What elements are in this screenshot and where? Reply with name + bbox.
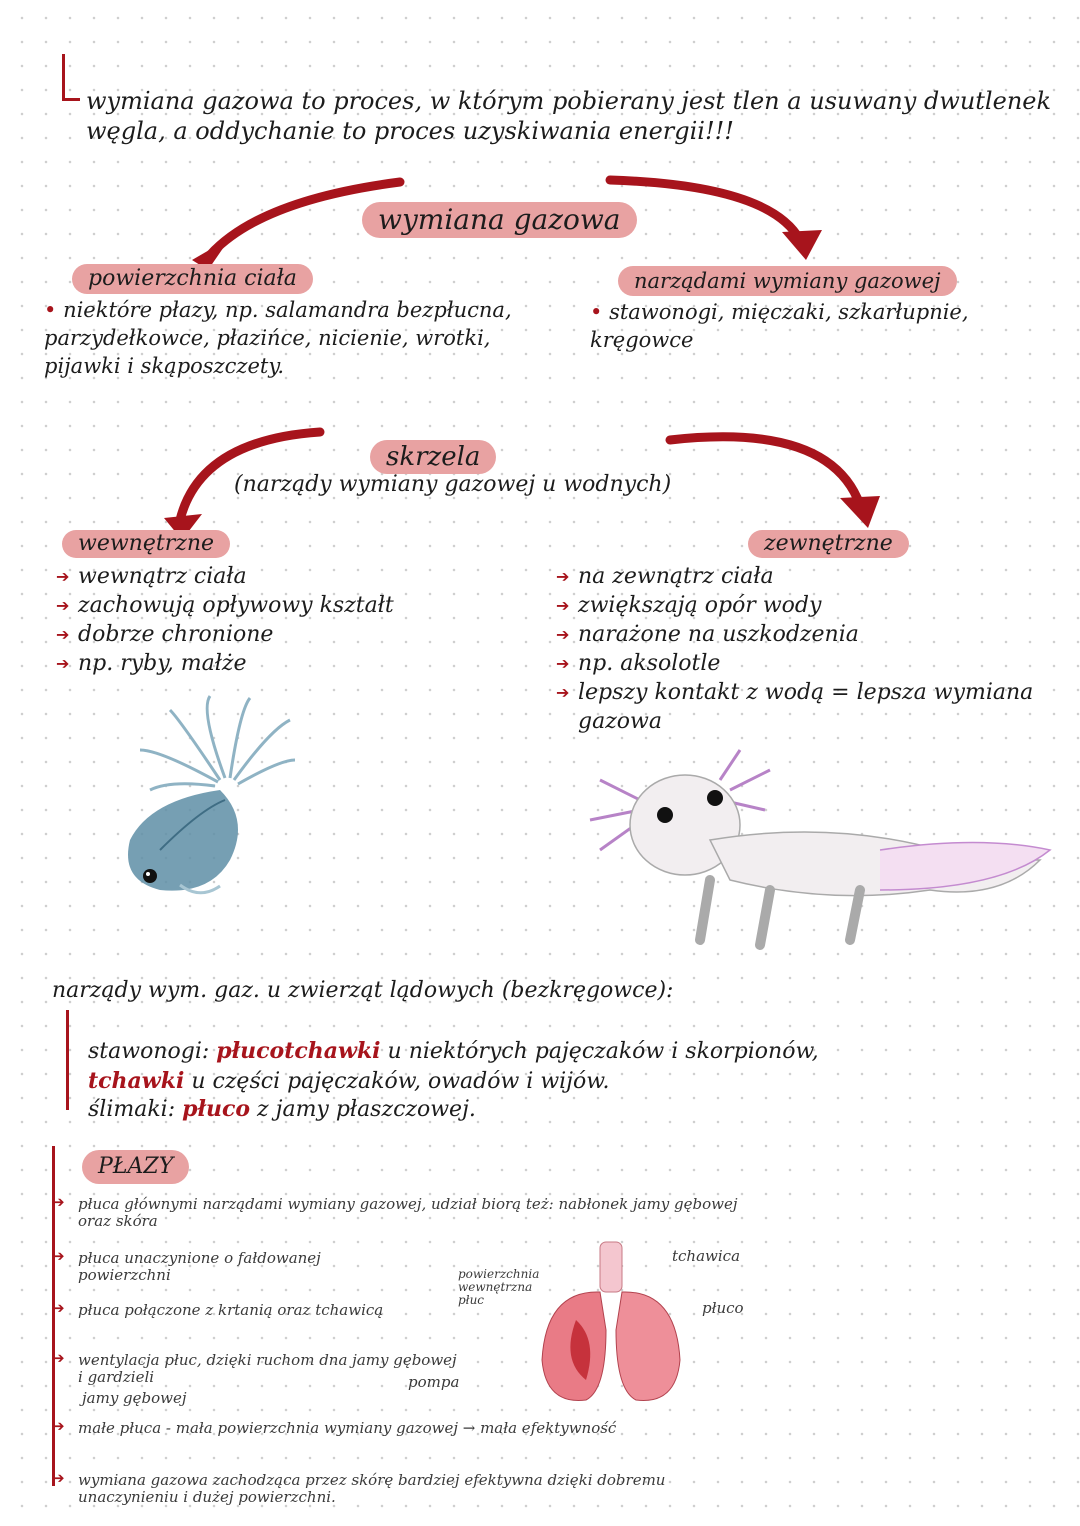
surface-text: • niektóre płazy, np. salamandra bezpłucna, parzydełkowce, płazińce, nicienie, wrotki, pijawki i skąposzczety.	[44, 298, 512, 378]
pump-label: pompa	[408, 1373, 460, 1391]
external-gills-heading: zewnętrzne	[748, 530, 909, 558]
pump-sub: jamy gębowej	[82, 1389, 187, 1407]
intro-bracket-foot	[62, 98, 80, 101]
intro-bracket	[62, 54, 65, 100]
land-line-3-rest: z jamy płaszczowej.	[257, 1097, 476, 1122]
fish-illustration	[100, 690, 300, 900]
land-line-3-prefix: ślimaki:	[88, 1097, 176, 1122]
list-item: ➔ wewnątrz ciała	[56, 562, 516, 591]
internal-gills-heading: wewnętrzne	[62, 530, 230, 558]
list-item: ➔ zachowują opływowy kształt	[56, 591, 516, 620]
amphibians-item-5: ➔ małe płuca - mała powierzchnia wymiany gazowej → mała efektywność	[78, 1420, 768, 1437]
organs-text-body: stawonogi, mięczaki, szkarłupnie, kręgowce	[590, 300, 969, 352]
external-gills-list	[556, 562, 1056, 736]
intro-text: wymiana gazowa to proces, w którym pobierany jest tlen a usuwany dwutlenek węgla, a oddychanie to proces uzyskiwania energii!!!	[86, 87, 1052, 145]
amphibians-item-4: ➔ wentylacja płuc, dzięki ruchom dna jamy gębowej i gardzieli	[78, 1352, 458, 1386]
land-line-1	[88, 1036, 1048, 1067]
list-item: ➔ np. ryby, małże	[56, 649, 516, 678]
gills-subtitle: (narządy wymiany gazowej u wodnych)	[234, 472, 672, 497]
gills-title: skrzela	[370, 440, 496, 474]
amphibians-title: PŁAZY	[82, 1150, 189, 1184]
lung-label-trachea: tchawica	[672, 1247, 741, 1265]
list-item: ➔ zwiększają opór wody	[556, 591, 1056, 620]
amphibians-item-1: ➔ płuca głównymi narządami wymiany gazowej, udział biorą też: nabłonek jamy gębowej oraz skóra	[78, 1196, 768, 1230]
land-line-3	[88, 1094, 1048, 1125]
organs-text: • stawonogi, mięczaki, szkarłupnie, kręgowce	[590, 300, 969, 352]
list-item: ➔ na zewnątrz ciała	[556, 562, 1056, 591]
gas-exchange-title: wymiana gazowa	[362, 202, 637, 238]
land-line-2	[88, 1066, 1048, 1097]
surface-heading: powierzchnia ciała	[72, 264, 313, 294]
surface-text-body: niektóre płazy, np. salamandra bezpłucna, parzydełkowce, płazińce, nicienie, wrotki, pijawki i skąposzczety.	[44, 298, 512, 378]
lung-label-inner: powierzchnia wewnętrzna płuc	[458, 1267, 540, 1307]
amphibians-item-2: ➔ płuca unaczynione o fałdowanej powierzchni	[78, 1250, 408, 1284]
internal-gills-list	[56, 562, 516, 678]
lung-illustration	[536, 1240, 686, 1410]
list-item: ➔ lepszy kontakt z wodą = lepsza wymiana gazowa	[556, 678, 1056, 736]
land-heading: narządy wym. gaz. u zwierząt lądowych (bezkręgowce):	[52, 978, 674, 1003]
organs-heading: narządami wymiany gazowej	[618, 266, 957, 296]
amphibians-item-3: ➔ płuca połączone z krtanią oraz tchawicą	[78, 1302, 408, 1319]
list-item: ➔ narażone na uszkodzenia	[556, 620, 1056, 649]
list-item: ➔ np. aksolotle	[556, 649, 1056, 678]
axolotl-illustration	[580, 740, 1060, 960]
land-line-2-highlight: tchawki	[88, 1068, 185, 1094]
lung-label-lung: płuco	[702, 1299, 744, 1317]
land-line-2-rest: u części pajęczaków, owadów i wijów.	[191, 1069, 610, 1094]
land-line-1-highlight: płucotchawki	[216, 1038, 381, 1064]
amphibians-item-6: ➔ wymiana gazowa zachodząca przez skórę bardziej efektywna dzięki dobremu unaczynieniu i dużej powierzchni.	[78, 1472, 768, 1506]
land-line-1-prefix: stawonogi:	[88, 1039, 210, 1064]
land-line-3-highlight: płuco	[182, 1096, 251, 1122]
list-item: ➔ dobrze chronione	[56, 620, 516, 649]
land-bracket	[66, 1010, 69, 1110]
land-line-1-rest: u niektórych pajęczaków i skorpionów,	[387, 1039, 819, 1064]
